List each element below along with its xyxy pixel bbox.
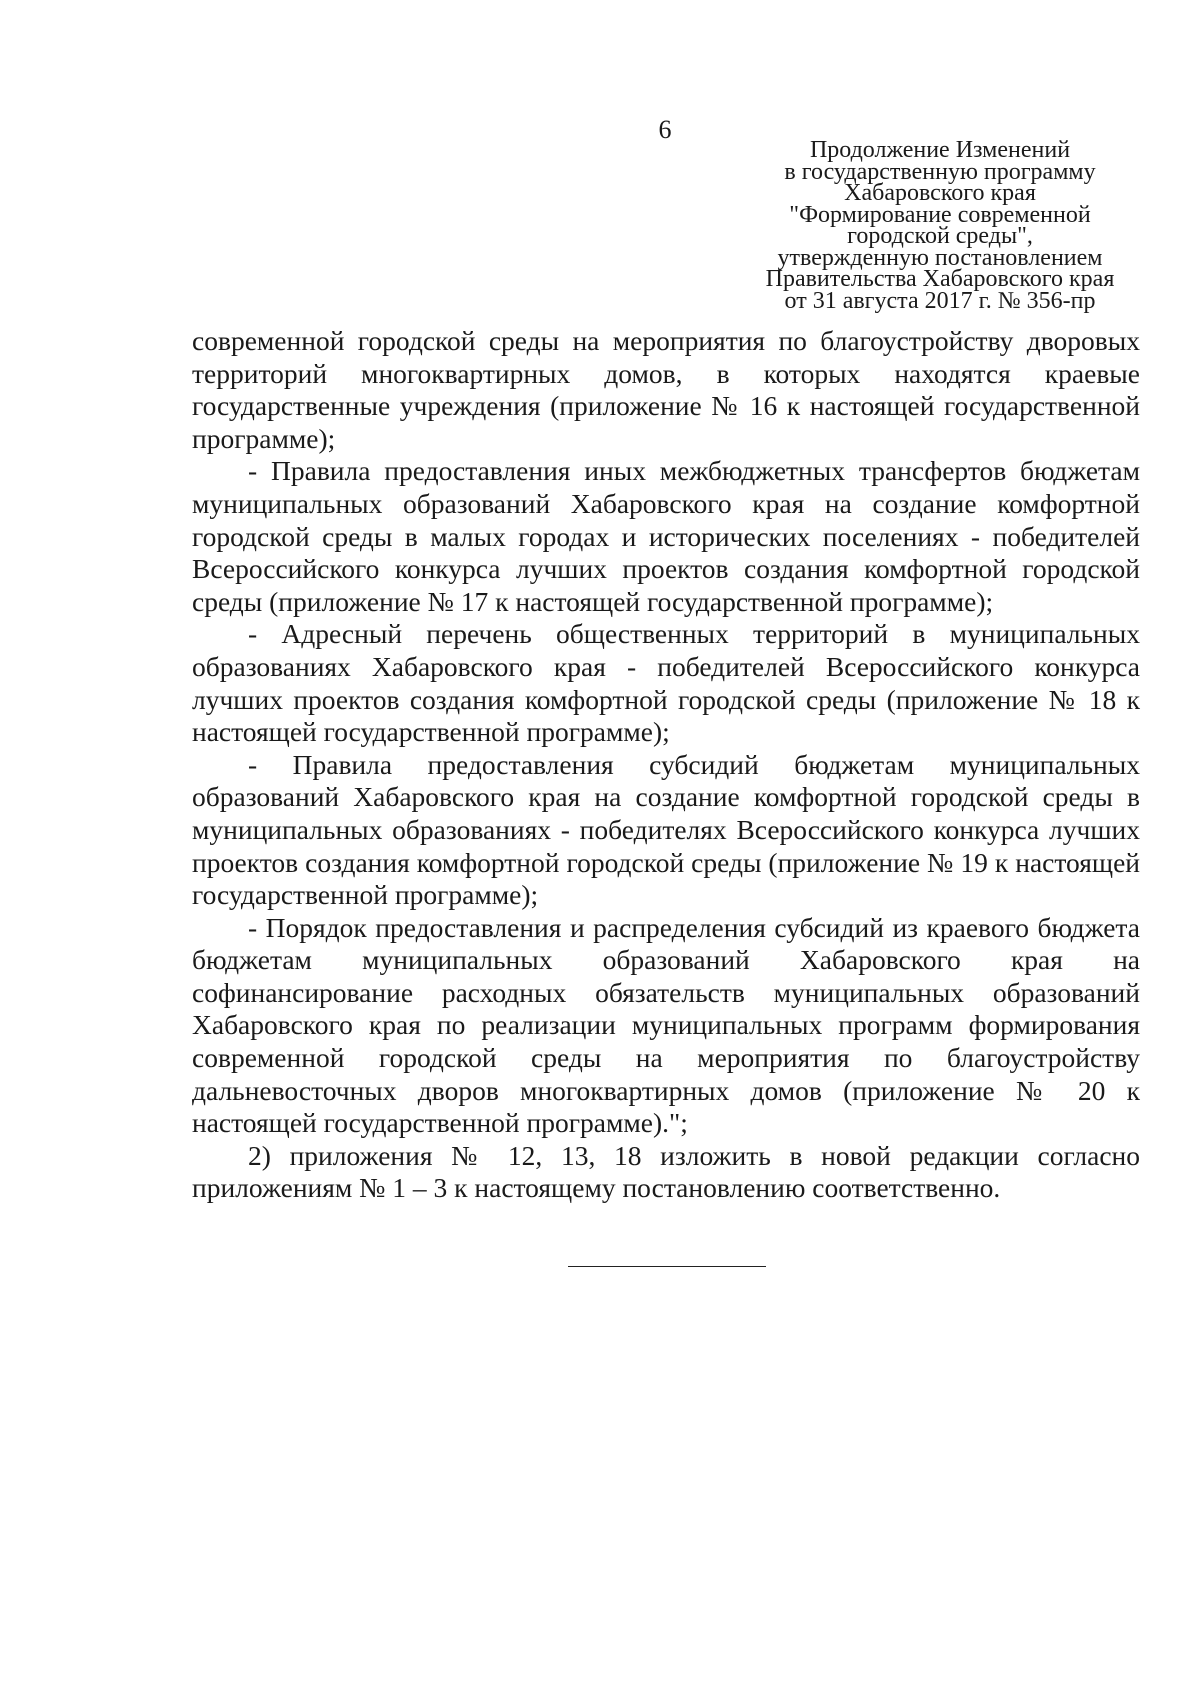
header-line: Правительства Хабаровского края [765, 266, 1115, 292]
document-header [740, 137, 1140, 314]
paragraph-item-2: 2) приложения № 12, 13, 18 изложить в новой редакции согласно приложениям № 1 – 3 к настоящему постановлению соответственно. [192, 1139, 1140, 1204]
header-line: Хабаровского края [844, 180, 1036, 206]
paragraph-appendix-20: - Порядок предоставления и распределения субсидий из краевого бюджета бюджетам муниципальных образований Хабаровского края на софинансирование расходных обязательств муниципальных образований Хабаровского края по реализации муниципальных программ формирования современной городской среды на мероприятия по благоустройству дальневосточных дворов многоквартирных домов (приложение № 20 к настоящей государственной программе)."; [192, 911, 1140, 1139]
header-line: от 31 августа 2017 г. № 356-пр [784, 287, 1096, 314]
document-body [192, 325, 1140, 1205]
header-line: "Формирование современной [789, 201, 1091, 228]
header-line: в государственную программу [784, 158, 1096, 185]
paragraph-appendix-19: - Правила предоставления субсидий бюджетам муниципальных образований Хабаровского края на создание комфортной городской среды в муниципальных образованиях - победителях Всероссийского конкурса лучших проектов создания комфортной городской среды (приложение № 19 к настоящей государственной программе); [192, 748, 1140, 911]
header-line: Продолжение Изменений [809, 137, 1071, 163]
paragraph-appendix-17: - Правила предоставления иных межбюджетных трансфертов бюджетам муниципальных образований Хабаровского края на создание комфортной городской среды в малых городах и исторических поселениях - победителей Всероссийского конкурса лучших проектов создания комфортной городской среды (приложение № 17 к настоящей государственной программе); [192, 455, 1140, 617]
header-line: городской среды", [847, 223, 1033, 249]
paragraph-appendix-18: - Адресный перечень общественных территорий в муниципальных образованиях Хабаровского края - победителей Всероссийского конкурса лучших проектов создания комфортной городской среды (приложение № 18 к настоящей государственной программе); [192, 618, 1140, 748]
paragraph-continuation: современной городской среды на мероприятия по благоустройству дворовых территорий многоквартирных домов, в которых находятся краевые государственные учреждения (приложение № 16 к настоящей государственной программе); [192, 325, 1140, 454]
page-number: 6 [658, 115, 672, 144]
header-line: утвержденную постановлением [777, 244, 1103, 271]
closing-separator-line [568, 1266, 766, 1267]
